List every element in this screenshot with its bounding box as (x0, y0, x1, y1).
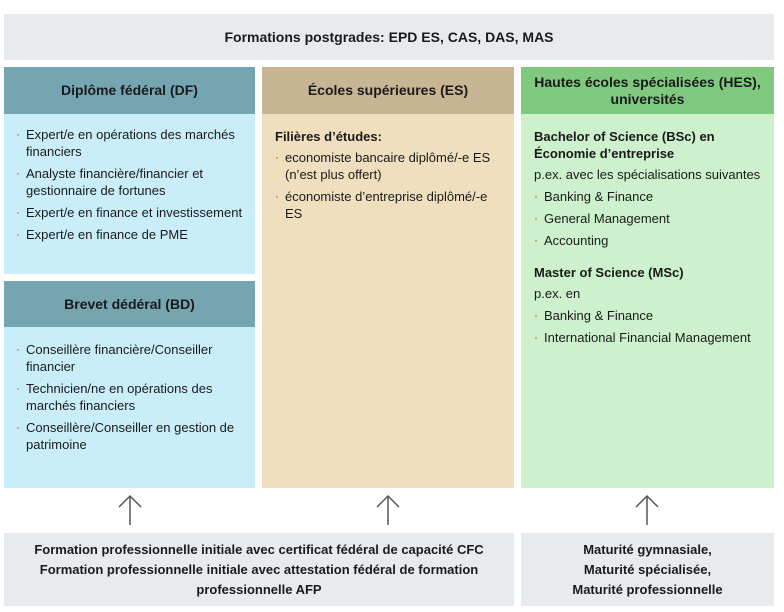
list-item: · Banking & Finance (534, 189, 654, 204)
arrow-up-icon (117, 494, 143, 526)
bullet-icon: · (16, 127, 20, 141)
bullet-icon: · (534, 189, 538, 203)
bd-panel (4, 327, 255, 488)
hes-title: Hautes écoles spécialisées (HES), universités (534, 73, 761, 107)
vocational-line-1: Formation professionnelle initiale avec certificat fédéral de capacité CFC (34, 541, 484, 557)
hes-panel (521, 114, 774, 488)
list-item: · General Management (534, 211, 670, 226)
bullet-icon: · (534, 211, 538, 225)
list-item: · Expert/e en finance et investissement (16, 205, 243, 220)
postgrad-banner (4, 14, 774, 60)
maturity-box (521, 533, 774, 606)
bullet-icon: · (275, 189, 279, 203)
maturity-line-2: Maturité spécialisée, (583, 561, 712, 577)
es-title: Écoles supérieures (ES) (307, 82, 469, 98)
bullet-icon: · (275, 150, 279, 164)
master-title: Master of Science (MSc) (534, 265, 684, 280)
bachelor-list (534, 188, 766, 249)
df-header (4, 67, 255, 114)
df-list (16, 126, 247, 243)
vocational-line-2: Formation professionnelle initiale avec attestation fédéral de formation (39, 561, 479, 577)
es-panel (262, 114, 514, 488)
list-item: · Conseillère financière/Conseiller financier (16, 342, 213, 374)
bullet-icon: · (534, 308, 538, 322)
list-item: · économiste d’entreprise diplômé/-e ES (275, 189, 488, 221)
hes-header (521, 67, 774, 114)
list-item: · Expert/e en opérations des marchés financiers (16, 127, 235, 159)
arrow-up-icon (634, 494, 660, 526)
bullet-icon: · (16, 166, 20, 180)
list-item: · Analyste financière/financier et gestionnaire de fortunes (16, 166, 204, 198)
bullet-icon: · (534, 330, 538, 344)
arrow-up-icon (375, 494, 401, 526)
df-title: Diplôme fédéral (DF) (61, 82, 198, 98)
bd-title: Brevet dédéral (BD) (64, 295, 195, 312)
list-item: · Technicien/ne en opérations des marchés financiers (16, 381, 213, 413)
postgrad-title: Formations postgrades: EPD ES, CAS, DAS, MAS (224, 29, 554, 45)
vocational-line-3: professionnelle AFP (196, 581, 322, 597)
list-item: · Accounting (534, 233, 609, 248)
list-item: · Expert/e en finance de PME (16, 227, 188, 242)
bachelor-intro: p.ex. avec les spécialisations suivantes (534, 167, 761, 182)
bachelor-title: Bachelor of Science (BSc) en Économie d’entreprise (534, 129, 715, 161)
master-list (534, 307, 766, 346)
bd-list (16, 341, 247, 453)
es-subtitle: Filières d’études: (275, 129, 382, 144)
maturity-line-3: Maturité professionnelle (572, 581, 723, 597)
es-header (262, 67, 514, 114)
bullet-icon: · (16, 420, 20, 434)
bullet-icon: · (16, 227, 20, 241)
bullet-icon: · (16, 205, 20, 219)
es-list (275, 149, 504, 222)
bullet-icon: · (534, 233, 538, 247)
vocational-training-box (4, 533, 514, 606)
maturity-line-1: Maturité gymnasiale, (583, 541, 712, 557)
bullet-icon: · (16, 342, 20, 356)
master-intro: p.ex. en (534, 286, 581, 301)
bullet-icon: · (16, 381, 20, 395)
list-item: · economiste bancaire diplômé/-e ES (n’est plus offert) (275, 150, 491, 182)
df-panel (4, 114, 255, 274)
list-item: · International Financial Management (534, 330, 751, 345)
list-item: · Conseillère/Conseiller en gestion de patrimoine (16, 420, 235, 452)
list-item: · Banking & Finance (534, 308, 654, 323)
bd-header (4, 281, 255, 327)
